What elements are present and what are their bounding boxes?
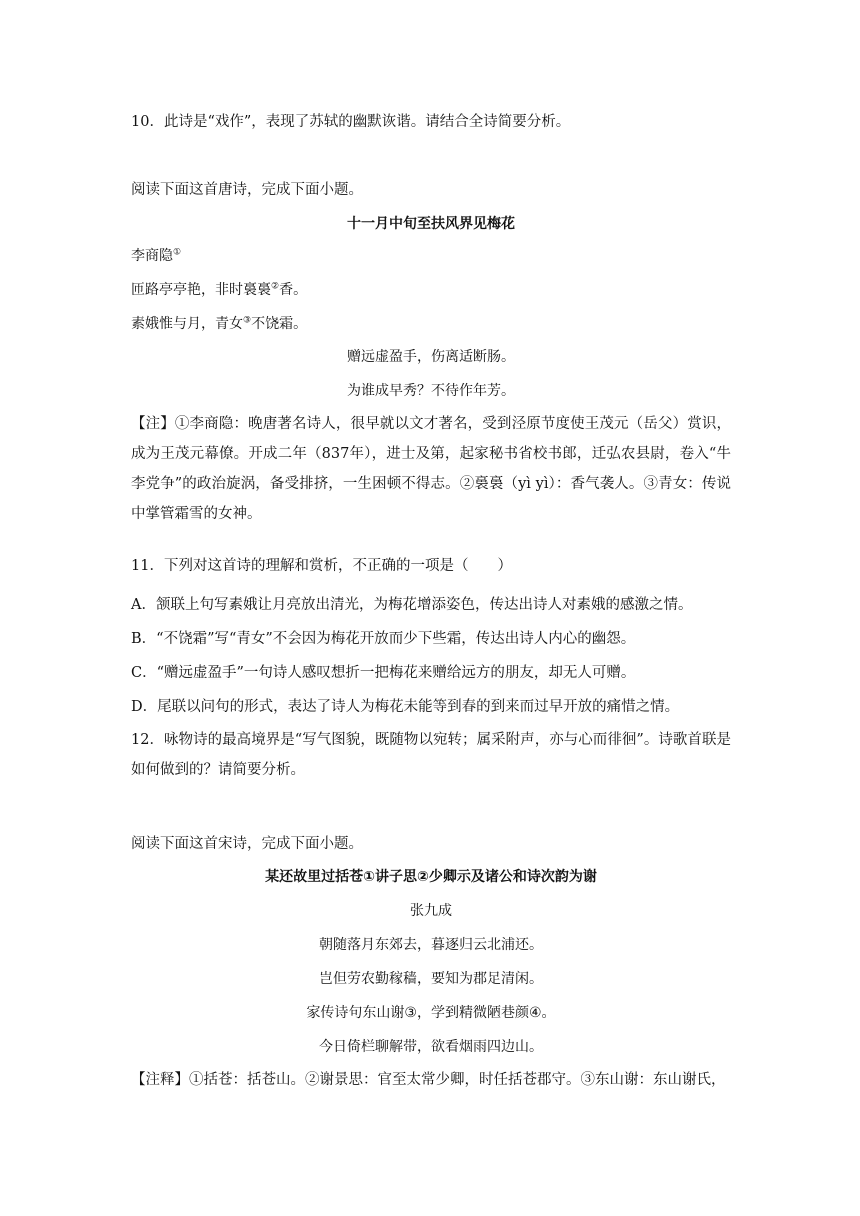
- poem-line-song-4: 今日倚栏聊解带，欲看烟雨四边山。: [319, 1039, 543, 1055]
- option-a: A．颔联上句写素娥让月亮放出清光，为梅花增添姿色，传达出诗人对素娥的感激之情。: [131, 597, 693, 613]
- poem-line-1: 匝路亭亭艳，非时裛裛②香。: [131, 281, 308, 298]
- section-intro-tang: 阅读下面这首唐诗，完成下面小题。: [131, 182, 363, 198]
- poem-author-song: 张九成: [410, 903, 452, 919]
- poem-line-3: 赠远虚盈手，伤离适断肠。: [347, 349, 515, 365]
- footnote-marker: ②: [271, 281, 280, 292]
- poem-note-tang: 【注】①李商隐：晚唐著名诗人，很早就以文才著名，受到泾原节度使王茂元（岳父）赏识，成为王茂元幕僚。开成二年（837年），进士及第，起家秘书省校书郎，迁弘农县尉，卷入“牛李党争”的政治旋涡，备受排挤，一生困顿不得志。②裛裛（yì yì）：香气袭人。③青女：传说中掌管霜雪的女神。: [131, 416, 731, 522]
- question-10: 10．此诗是“戏作”，表现了苏轼的幽默诙谐。请结合全诗简要分析。: [131, 114, 571, 130]
- poem-line-4: 为谁成早秀？不待作年芳。: [347, 383, 515, 399]
- question-12: 12．咏物诗的最高境界是“写气图貌，既随物以宛转；属采附声，亦与心而徘徊”。诗歌首联是如何做到的？请简要分析。: [131, 732, 731, 778]
- footnote-marker: ③: [243, 315, 252, 326]
- question-11: 11．下列对这首诗的理解和赏析，不正确的一项是（ ）: [131, 558, 512, 574]
- option-d: D．尾联以问句的形式，表达了诗人为梅花未能等到春的到来而过早开放的痛惜之情。: [131, 699, 680, 715]
- poem-title-tang: 十一月中旬至扶风界见梅花: [347, 216, 515, 232]
- poem-line-2: 素娥惟与月，青女③不饶霜。: [131, 315, 308, 332]
- poem-line-song-2: 岂但劳农勤稼穑，要知为郡足清闲。: [319, 971, 543, 987]
- poem-line-song-3: 家传诗句东山谢③，学到精微陋巷颜④。: [306, 1005, 556, 1021]
- poem-author-tang: 李商隐①: [131, 247, 182, 264]
- option-b: B．“不饶霜”写“青女”不会因为梅花开放而少下些霜，传达出诗人内心的幽怨。: [131, 631, 636, 647]
- footnote-marker: ①: [173, 247, 182, 258]
- option-c: C．“赠远虚盈手”一句诗人感叹想折一把梅花来赠给远方的朋友，却无人可赠。: [131, 665, 636, 681]
- poem-note-song: 【注释】①括苍：括苍山。②谢景思：官至太常少卿，时任括苍郡守。③东山谢：东山谢氏，: [131, 1072, 726, 1088]
- section-intro-song: 阅读下面这首宋诗，完成下面小题。: [131, 836, 363, 852]
- poem-title-song: 某还故里过括苍①讲子思②少卿示及诸公和诗次韵为谢: [265, 869, 597, 885]
- poem-line-song-1: 朝随落月东郊去，暮逐归云北浦还。: [319, 937, 543, 953]
